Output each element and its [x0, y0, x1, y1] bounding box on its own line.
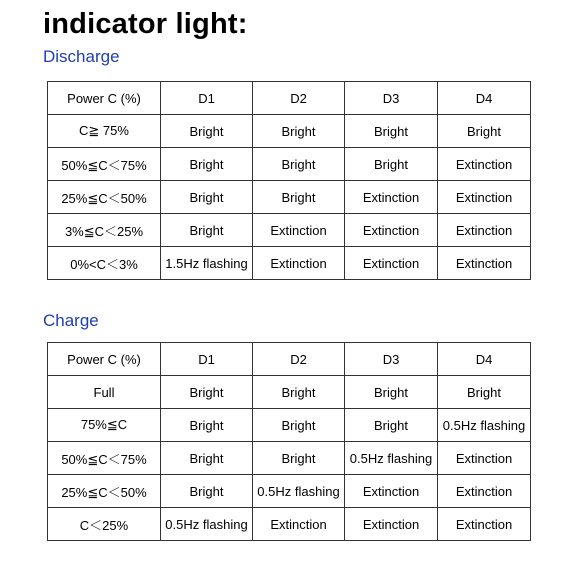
discharge-header-row [48, 82, 531, 115]
discharge-status-cell: Extinction [438, 181, 531, 214]
discharge-power-cell: 0%<C＜3% [48, 247, 161, 280]
charge-status-cell: Extinction [438, 442, 531, 475]
discharge-status-cell: Bright [161, 214, 253, 247]
discharge-status-cell: Bright [253, 115, 345, 148]
charge-status-cell: Bright [253, 409, 345, 442]
discharge-power-cell: 3%≦C＜25% [48, 214, 161, 247]
charge-power-cell: 25%≦C＜50% [48, 475, 161, 508]
discharge-power-cell: C≧ 75% [48, 115, 161, 148]
charge-status-cell: Bright [161, 376, 253, 409]
discharge-status-cell: Bright [253, 181, 345, 214]
discharge-status-cell: Extinction [438, 214, 531, 247]
discharge-status-cell: Extinction [253, 247, 345, 280]
charge-header-cell: D1 [161, 343, 253, 376]
page-title: indicator light: [43, 8, 248, 40]
charge-status-cell: Bright [253, 376, 345, 409]
charge-status-cell: Bright [161, 409, 253, 442]
charge-table [47, 342, 531, 541]
discharge-status-cell: Bright [161, 181, 253, 214]
charge-status-cell: Bright [345, 409, 438, 442]
discharge-status-cell: 1.5Hz flashing [161, 247, 253, 280]
charge-header-row [48, 343, 531, 376]
charge-status-cell: Bright [345, 376, 438, 409]
charge-status-cell: Extinction [253, 508, 345, 541]
discharge-header-cell: D4 [438, 82, 531, 115]
discharge-power-cell: 25%≦C＜50% [48, 181, 161, 214]
charge-status-cell: Bright [161, 475, 253, 508]
charge-power-cell: 50%≦C＜75% [48, 442, 161, 475]
discharge-status-cell: Extinction [438, 148, 531, 181]
discharge-status-cell: Extinction [253, 214, 345, 247]
charge-status-cell: 0.5Hz flashing [253, 475, 345, 508]
discharge-status-cell: Bright [438, 115, 531, 148]
charge-status-cell: Bright [253, 442, 345, 475]
discharge-status-cell: Bright [161, 148, 253, 181]
charge-status-cell: Bright [438, 376, 531, 409]
discharge-table [47, 81, 531, 280]
discharge-status-cell: Bright [345, 148, 438, 181]
charge-status-cell: Extinction [345, 508, 438, 541]
discharge-header-cell: D3 [345, 82, 438, 115]
charge-power-cell: 75%≦C [48, 409, 161, 442]
charge-power-cell: Full [48, 376, 161, 409]
charge-power-cell: C＜25% [48, 508, 161, 541]
charge-section-label: Charge [43, 311, 99, 330]
charge-status-cell: Extinction [438, 475, 531, 508]
table-row [48, 247, 531, 280]
discharge-section-label: Discharge [43, 47, 120, 66]
discharge-status-cell: Bright [345, 115, 438, 148]
charge-status-cell: 0.5Hz flashing [345, 442, 438, 475]
discharge-status-cell: Bright [161, 115, 253, 148]
discharge-status-cell: Extinction [345, 181, 438, 214]
table-row [48, 214, 531, 247]
discharge-status-cell: Bright [253, 148, 345, 181]
table-row [48, 508, 531, 541]
discharge-status-cell: Extinction [438, 247, 531, 280]
charge-header-cell: Power C (%) [48, 343, 161, 376]
discharge-header-cell: D2 [253, 82, 345, 115]
discharge-header-cell: D1 [161, 82, 253, 115]
table-row [48, 148, 531, 181]
charge-status-cell: 0.5Hz flashing [438, 409, 531, 442]
charge-status-cell: 0.5Hz flashing [161, 508, 253, 541]
discharge-power-cell: 50%≦C＜75% [48, 148, 161, 181]
table-row [48, 475, 531, 508]
charge-status-cell: Bright [161, 442, 253, 475]
charge-header-cell: D2 [253, 343, 345, 376]
charge-header-cell: D3 [345, 343, 438, 376]
charge-status-cell: Extinction [438, 508, 531, 541]
table-row [48, 442, 531, 475]
table-row [48, 409, 531, 442]
charge-status-cell: Extinction [345, 475, 438, 508]
charge-header-cell: D4 [438, 343, 531, 376]
discharge-header-cell: Power C (%) [48, 82, 161, 115]
table-row [48, 376, 531, 409]
discharge-status-cell: Extinction [345, 247, 438, 280]
table-row [48, 181, 531, 214]
discharge-status-cell: Extinction [345, 214, 438, 247]
table-row [48, 115, 531, 148]
